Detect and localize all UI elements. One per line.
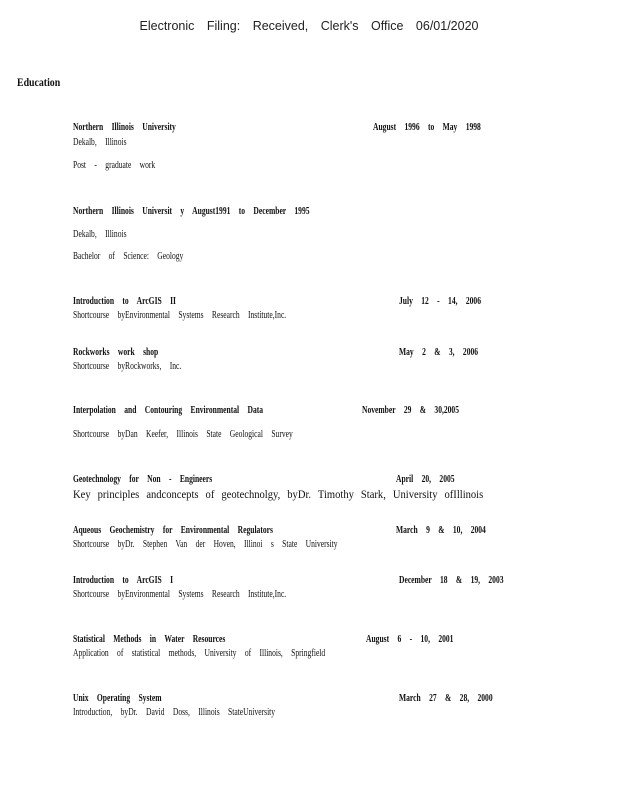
entry-title: Northern Illinois Universit y August1991 to December 1995 (73, 206, 310, 217)
entry-title: Introduction to ArcGIS II (73, 296, 176, 307)
entry-date: December 18 & 19, 2003 (399, 575, 504, 586)
entry-date: August 1996 to May 1998 (373, 122, 481, 133)
entry-title: Unix Operating System (73, 693, 162, 704)
entry-title: Aqueous Geochemistry for Environmental Regulators (73, 525, 273, 536)
entry-date: August 6 - 10, 2001 (366, 634, 454, 645)
entry-line: Shortcourse byEnvironmental Systems Research Institute,Inc. (73, 589, 287, 600)
entry-title: Geotechnology for Non - Engineers (73, 474, 213, 485)
entry-title: Rockworks work shop (73, 347, 159, 358)
entry-line: Dekalb, Illinois (73, 137, 127, 148)
entry-title: Northern Illinois University (73, 122, 176, 133)
entry-line: Application of statistical methods, University of Illinois, Springfield (73, 648, 326, 659)
entry-title: Interpolation and Contouring Environmental Data (73, 405, 264, 416)
entry-line: Shortcourse byDan Keefer, Illinois State Geological Survey (73, 429, 293, 440)
entry-line: Shortcourse byRockworks, Inc. (73, 361, 182, 372)
entry-title: Introduction to ArcGIS I (73, 575, 174, 586)
filing-stamp-header: Electronic Filing: Received, Clerk's Office 06/01/2020 (139, 19, 479, 33)
entry-line: Dekalb, Illinois (73, 229, 127, 240)
entry-date: July 12 - 14, 2006 (399, 296, 482, 307)
entry-line: Bachelor of Science: Geology (73, 251, 184, 262)
entry-date: March 27 & 28, 2000 (399, 693, 493, 704)
entry-line: Post - graduate work (73, 160, 156, 171)
entry-title: Statistical Methods in Water Resources (73, 634, 226, 645)
entry-date: April 20, 2005 (396, 474, 455, 485)
entry-line: Shortcourse byEnvironmental Systems Research Institute,Inc. (73, 310, 287, 321)
entry-date: May 2 & 3, 2006 (399, 347, 479, 358)
entry-line: Shortcourse byDr. Stephen Van der Hoven, Illinoi s State University (73, 539, 338, 550)
entry-line: Introduction, byDr. David Doss, Illinois StateUniversity (73, 707, 276, 718)
section-title: Education (17, 75, 61, 89)
entry-line: Key principles andconcepts of geotechnolgy, byDr. Timothy Stark, University ofIllinois (73, 487, 484, 501)
entry-date: November 29 & 30,2005 (362, 405, 459, 416)
entry-date: March 9 & 10, 2004 (396, 525, 486, 536)
